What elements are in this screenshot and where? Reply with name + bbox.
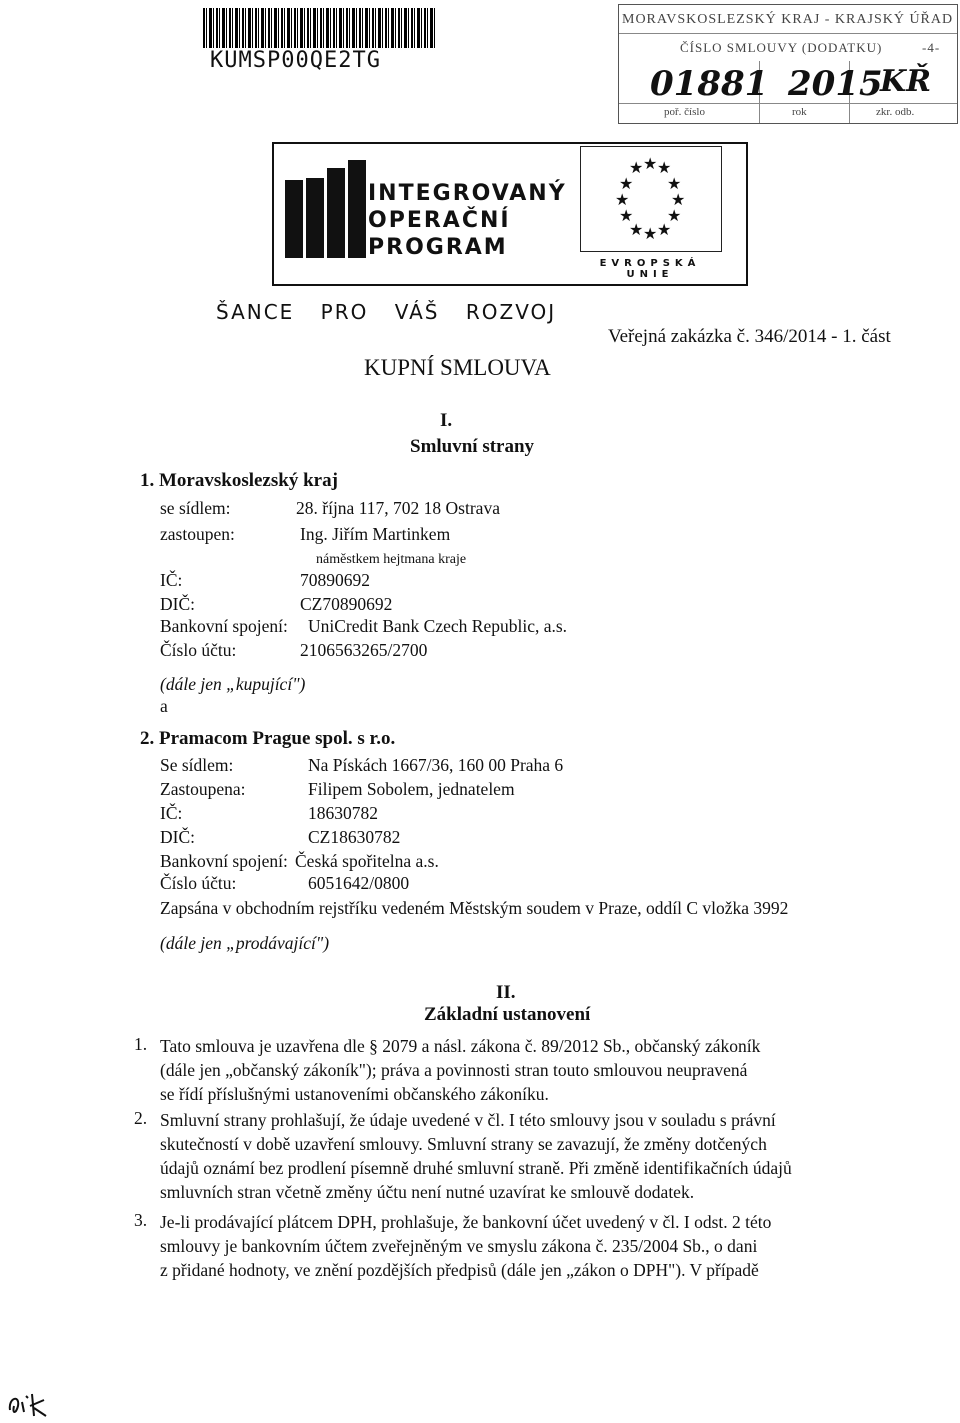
section-2-heading: Základní ustanovení xyxy=(424,1004,591,1025)
clause-1-number: 1. xyxy=(134,1034,148,1054)
party-2-ic-label: IČ: xyxy=(160,803,183,823)
handwritten-serial-number: 01881 xyxy=(650,64,769,104)
party-1-bank-label: Bankovní spojení: xyxy=(160,616,288,636)
program-title-line-2: OPERAČNÍ xyxy=(368,208,511,233)
party-2-account-value: 6051642/0800 xyxy=(308,873,410,893)
clause-3-text xyxy=(160,1210,880,1282)
program-title-line-1: INTEGROVANÝ xyxy=(368,181,567,206)
section-1-number: I. xyxy=(440,410,453,431)
party-2-seat-label: Se sídlem: xyxy=(160,755,234,775)
eu-flag xyxy=(580,146,722,252)
handwritten-dept-abbrev: KŘ xyxy=(880,64,932,99)
eu-star-icon: ★ xyxy=(629,222,644,239)
clause-2-line-2: skutečností v době uzavření smlouvy. Smluvní strany se zavazují, že změny dotčených xyxy=(160,1134,767,1154)
party-2-dic-label: DIČ: xyxy=(160,827,195,847)
logo-bar-4 xyxy=(348,160,366,258)
clause-3-line-3: z přidané hodnoty, ve znění pozdějších předpisů (dále jen „zákon o DPH"). V případě xyxy=(160,1260,759,1280)
eu-star-icon: ★ xyxy=(657,160,672,177)
party-2-account-label: Číslo účtu: xyxy=(160,873,237,893)
party-1-seat-label: se sídlem: xyxy=(160,498,231,518)
eu-star-icon: ★ xyxy=(667,208,682,225)
document-title: KUPNÍ SMLOUVA xyxy=(364,355,551,380)
party-1-dic-value: CZ70890692 xyxy=(300,594,393,614)
eu-star-icon: ★ xyxy=(643,156,658,173)
stamp-line-1: MORAVSKOSLEZSKÝ KRAJ - KRAJSKÝ ÚŘAD xyxy=(622,12,954,27)
clause-1-line-3: se řídí příslušnými ustanoveními občanského zákoníku. xyxy=(160,1084,549,1104)
barcode-id: KUMSP00QE2TG xyxy=(210,48,381,73)
clause-2-number: 2. xyxy=(134,1108,148,1128)
party-2-ic-value: 18630782 xyxy=(308,803,378,823)
clause-3-line-1: Je-li prodávající plátcem DPH, prohlašuje, že bankovní účet uvedený v čl. I odst. 2 této xyxy=(160,1212,772,1232)
party-2-rep-value: Filipem Sobolem, jednatelem xyxy=(308,779,515,799)
handwritten-year: 2015 xyxy=(788,64,883,104)
clause-2-line-4: smluvních stran včetně změny účtu není nutné uzavírat ke smlouvě dodatek. xyxy=(160,1182,695,1202)
stamp-label-serial: poř. číslo xyxy=(664,106,705,118)
stamp-label-year: rok xyxy=(792,106,807,118)
party-2-name: 2. Pramacom Prague spol. s r.o. xyxy=(140,728,396,749)
party-2-bank-label: Bankovní spojení: xyxy=(160,851,288,871)
party-1-rep-role: náměstkem hejtmana kraje xyxy=(316,552,467,567)
eu-star-icon: ★ xyxy=(619,176,634,193)
eu-star-icon: ★ xyxy=(667,176,682,193)
handwritten-initials xyxy=(4,1388,64,1420)
clause-2-text xyxy=(160,1108,880,1204)
party-1-name: 1. Moravskoslezský kraj xyxy=(140,470,338,491)
parties-conjunction: a xyxy=(160,696,168,716)
party-1-account-label: Číslo účtu: xyxy=(160,640,237,660)
party-1-dic-label: DIČ: xyxy=(160,594,195,614)
eu-label: EVROPSKÁ UNIE xyxy=(599,258,701,280)
clause-1-line-2: (dále jen „občanský zákoník"); práva a povinnosti stran touto smlouvou neupravená xyxy=(160,1060,748,1080)
eu-star-icon: ★ xyxy=(657,222,672,239)
barcode xyxy=(203,8,435,48)
eu-star-icon: ★ xyxy=(619,208,634,225)
stamp-line-2-suffix: -4- xyxy=(922,40,941,55)
party-1-rep-value: Ing. Jiřím Martinkem xyxy=(300,524,451,544)
section-1-heading: Smluvní strany xyxy=(410,436,535,457)
eu-star-icon: ★ xyxy=(643,226,658,243)
party-2-alias: (dále jen „prodávající") xyxy=(160,933,330,953)
clause-3-number: 3. xyxy=(134,1210,148,1230)
clause-3-line-2: smlouvy je bankovním účtem zveřejněným ve smyslu zákona č. 235/2004 Sb., o dani xyxy=(160,1236,758,1256)
party-1-seat-value: 28. října 117, 702 18 Ostrava xyxy=(296,498,500,518)
eu-star-icon: ★ xyxy=(615,192,630,209)
eu-star-icon: ★ xyxy=(629,160,644,177)
program-title-line-3: PROGRAM xyxy=(368,235,508,260)
party-2-rep-label: Zastoupena: xyxy=(160,779,246,799)
clause-1-line-1: Tato smlouva je uzavřena dle § 2079 a násl. zákona č. 89/2012 Sb., občanský zákoník xyxy=(160,1036,761,1056)
stamp-label-dept: zkr. odb. xyxy=(876,106,915,118)
slogan: ŠANCE PRO VÁŠ ROZVOJ xyxy=(216,300,557,324)
eu-star-icon: ★ xyxy=(671,192,686,209)
party-2-dic-value: CZ18630782 xyxy=(308,827,401,847)
party-1-ic-value: 70890692 xyxy=(300,570,370,590)
tender-reference: Veřejná zakázka č. 346/2014 - 1. část xyxy=(608,326,891,347)
section-2-number: II. xyxy=(496,982,516,1003)
party-1-alias: (dále jen „kupující") xyxy=(160,674,306,694)
party-2-registration: Zapsána v obchodním rejstříku vedeném Městským soudem v Praze, oddíl C vložka 3992 xyxy=(160,898,789,918)
party-1-ic-label: IČ: xyxy=(160,570,183,590)
party-1-account-value: 2106563265/2700 xyxy=(300,640,428,660)
party-2-seat-value: Na Pískách 1667/36, 160 00 Praha 6 xyxy=(308,755,564,775)
party-1-rep-label: zastoupen: xyxy=(160,524,235,544)
logo-bar-3 xyxy=(327,168,345,258)
logo-bar-1 xyxy=(285,180,303,258)
stamp-line-2: ČÍSLO SMLOUVY (DODATKU) xyxy=(680,40,883,55)
clause-2-line-3: údajů oznámí bez prodlení písemně druhé smluvní straně. Při změně identifikačních údajů xyxy=(160,1158,792,1178)
party-1-bank-value: UniCredit Bank Czech Republic, a.s. xyxy=(308,616,568,636)
party-2-bank-value: Česká spořitelna a.s. xyxy=(295,851,439,871)
logo-bar-2 xyxy=(306,178,324,258)
clause-1-text xyxy=(160,1034,880,1106)
clause-2-line-1: Smluvní strany prohlašují, že údaje uvedené v čl. I této smlouvy jsou v souladu s právní xyxy=(160,1110,776,1130)
